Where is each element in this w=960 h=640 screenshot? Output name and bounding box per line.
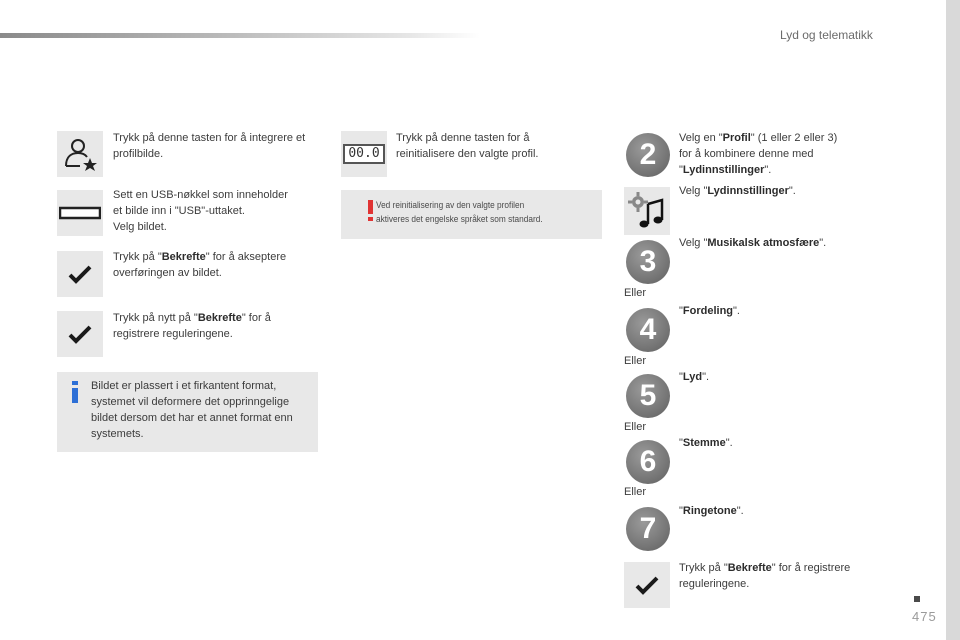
step-number-3: 3 — [626, 240, 670, 284]
section-title: Lyd og telematikk — [780, 28, 873, 42]
step-usb-line1: Sett en USB-nøkkel som inneholder — [113, 189, 288, 201]
step-distribution-text — [679, 303, 879, 319]
step-register-text — [113, 310, 323, 342]
text-segment: " for å registrere — [771, 562, 851, 574]
bold-sound-settings-label: Lydinnstillinger — [707, 185, 789, 197]
bold-ringtone-label: Ringetone — [682, 505, 737, 517]
bold-voice-label: Stemme — [682, 437, 726, 449]
text-segment: Trykk på " — [113, 251, 162, 263]
bold-sound-settings-label: Lydinnstillinger — [682, 164, 765, 176]
bold-confirm-label: Bekrefte — [161, 251, 206, 263]
text-segment: reguleringene. — [679, 578, 750, 590]
page-edge-stripe — [946, 0, 960, 640]
text-segment: ". — [725, 437, 733, 449]
text-segment: for å kombinere denne med — [679, 148, 814, 160]
text-segment: " for å — [241, 312, 271, 324]
bold-music-atmosphere-label: Musikalsk atmosfære — [707, 237, 820, 249]
bold-distribution-label: Fordeling — [682, 305, 734, 317]
text-segment: " — [679, 505, 683, 517]
or-label-4: Eller — [624, 486, 647, 498]
step-number-4: 4 — [626, 308, 670, 352]
or-label-2: Eller — [624, 355, 647, 367]
warning-icon — [368, 200, 373, 222]
profile-picture-button[interactable] — [57, 131, 103, 177]
sound-settings-button[interactable] — [624, 187, 670, 235]
text-segment: ". — [736, 505, 744, 517]
info-icon — [72, 381, 78, 403]
step-number-2: 2 — [626, 133, 670, 177]
step-confirm-register-text — [679, 560, 889, 592]
text-segment: overføringen av bildet. — [113, 267, 222, 279]
step-voice-text — [679, 435, 879, 451]
text-segment: ". — [764, 164, 772, 176]
confirm-button-3[interactable] — [624, 562, 670, 608]
step-usb-text — [113, 187, 323, 235]
text-segment: Velg " — [679, 237, 708, 249]
text-segment: Velg " — [679, 185, 708, 197]
text-segment: Trykk på " — [679, 562, 728, 574]
step-usb-line2: et bilde inn i "USB"-uttaket. — [113, 205, 245, 217]
step-profile-picture-text: Trykk på denne tasten for å integrere et profilbilde. — [113, 132, 306, 160]
or-label-1: Eller — [624, 287, 647, 299]
step-sound-settings-text — [679, 183, 879, 199]
text-segment: ". — [788, 185, 796, 197]
bold-confirm-label: Bekrefte — [727, 562, 772, 574]
step-number-6: 6 — [626, 440, 670, 484]
bold-sound-label: Lyd — [682, 371, 703, 383]
header-rule — [0, 33, 480, 38]
checkmark-icon — [68, 324, 92, 344]
step-usb-line3: Velg bildet. — [113, 221, 167, 233]
text-segment: Velg en " — [679, 132, 723, 144]
text-segment: " — [679, 437, 683, 449]
text-segment: " for å akseptere — [205, 251, 287, 263]
gear-music-icon — [626, 190, 668, 232]
footer-marker — [914, 596, 920, 602]
usb-key-icon-box — [57, 190, 103, 236]
step-number-7: 7 — [626, 507, 670, 551]
reset-profile-button[interactable] — [341, 131, 387, 177]
or-label-3: Eller — [624, 421, 647, 433]
checkmark-icon — [635, 575, 659, 595]
step-sound-text — [679, 369, 879, 385]
info-note-text: Bildet er plassert i et firkantent format, systemet vil deformere det opprinngelige bildet dersom det har et annet format enn systemets. — [91, 380, 293, 440]
text-segment: " — [679, 371, 683, 383]
step-number-5: 5 — [626, 374, 670, 418]
step-select-profile-text — [679, 130, 879, 178]
text-segment: Trykk på nytt på " — [113, 312, 198, 324]
text-segment: aktiveres det engelske språket som standard. — [376, 214, 543, 224]
text-segment: " (1 eller 2 eller 3) — [750, 132, 838, 144]
user-star-icon — [60, 134, 100, 174]
bold-profile-label: Profil — [722, 132, 751, 144]
checkmark-icon — [68, 264, 92, 284]
page-number: 475 — [912, 609, 937, 624]
confirm-button-2[interactable] — [57, 311, 103, 357]
confirm-button-1[interactable] — [57, 251, 103, 297]
step-accept-transfer-text — [113, 249, 323, 281]
step-ringtone-text — [679, 503, 879, 519]
text-segment: registrere reguleringene. — [113, 328, 233, 340]
warning-note-text — [376, 198, 588, 226]
text-segment: Ved reinitialisering av den valgte profilen — [376, 200, 525, 210]
step-reset-text: Trykk på denne tasten for å reinitialisere den valgte profil. — [396, 132, 539, 160]
reset-display-icon: 00.0 — [343, 144, 384, 164]
step-music-atmosphere-text — [679, 235, 879, 251]
usb-slot-icon — [59, 203, 101, 223]
bold-confirm-label: Bekrefte — [197, 312, 242, 324]
text-segment: ". — [702, 371, 710, 383]
text-segment: ". — [733, 305, 740, 317]
text-segment: " — [679, 305, 683, 317]
text-segment: ". — [819, 237, 827, 249]
text-segment: " — [679, 164, 683, 176]
